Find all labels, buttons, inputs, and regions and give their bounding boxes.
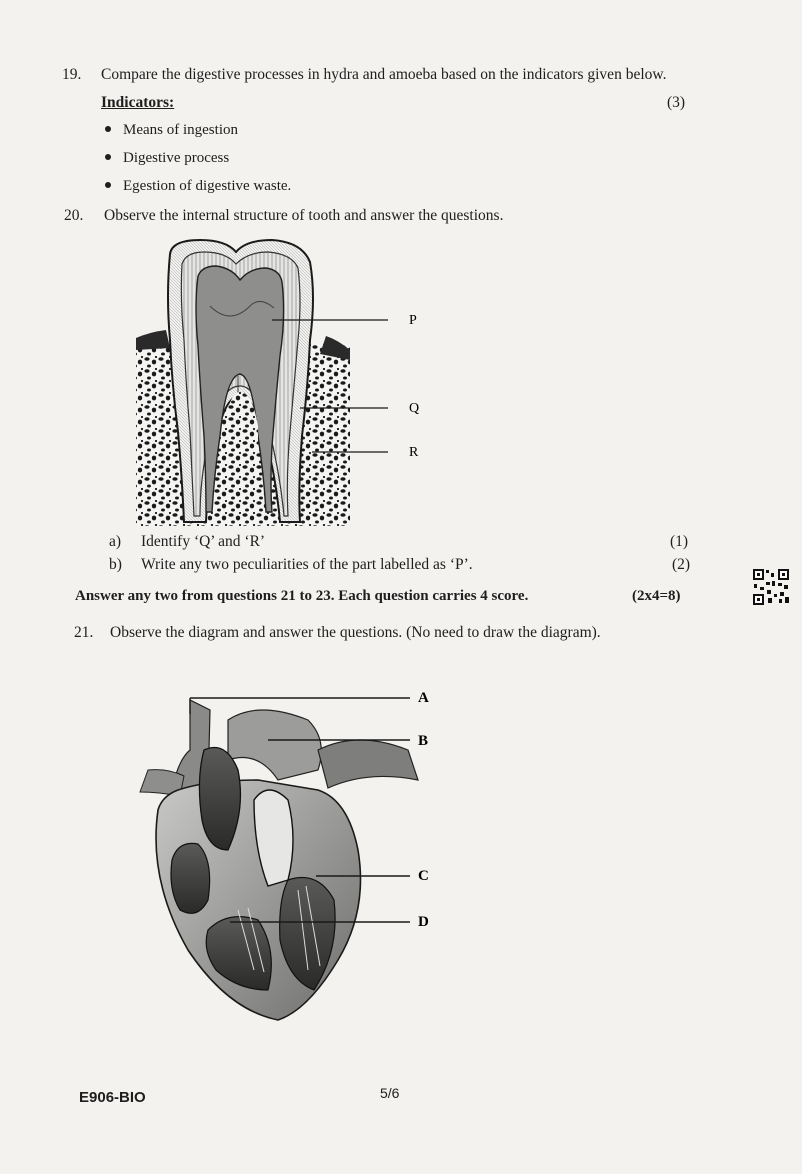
q21-text: Observe the diagram and answer the questions. (No need to draw the diagram). (110, 624, 601, 641)
label-q: Q (409, 401, 420, 416)
section-score: (2x4=8) (632, 588, 681, 604)
q19-indicators-title: Indicators: (101, 94, 175, 111)
heart-diagram (118, 680, 448, 1030)
label-p: P (409, 313, 417, 328)
q20b-letter: b) (109, 556, 122, 573)
q20b-score: (2) (672, 556, 691, 573)
q19-score: (3) (667, 94, 686, 111)
bullet-icon (105, 154, 111, 160)
q20a-score: (1) (670, 533, 689, 550)
q19-item: Means of ingestion (105, 122, 238, 139)
section-instruction: Answer any two from questions 21 to 23. Each question carries 4 score. (75, 588, 529, 604)
qr-code-icon (752, 568, 790, 606)
q19-item: Digestive process (105, 150, 229, 167)
q19-text: Compare the digestive processes in hydra and amoeba based on the indicators given below. (101, 66, 667, 83)
q19-number: 19. (62, 66, 82, 83)
q20b-text: Write any two peculiarities of the part labelled as ‘P’. (141, 556, 473, 573)
label-b: B (418, 733, 429, 749)
q21-number: 21. (74, 624, 94, 641)
bullet-icon (105, 182, 111, 188)
q20-text: Observe the internal structure of tooth and answer the questions. (104, 207, 504, 224)
q20a-letter: a) (109, 533, 122, 550)
tooth-diagram (130, 236, 430, 528)
q20-number: 20. (64, 207, 84, 224)
label-a: A (418, 690, 429, 706)
label-r: R (409, 445, 419, 460)
footer-code: E906-BIO (79, 1089, 146, 1106)
label-d: D (418, 914, 429, 930)
page-number: 5/6 (380, 1085, 400, 1101)
label-c: C (418, 868, 429, 884)
bullet-icon (105, 126, 111, 132)
q19-item: Egestion of digestive waste. (105, 178, 291, 195)
q20a-text: Identify ‘Q’ and ‘R’ (141, 533, 266, 550)
